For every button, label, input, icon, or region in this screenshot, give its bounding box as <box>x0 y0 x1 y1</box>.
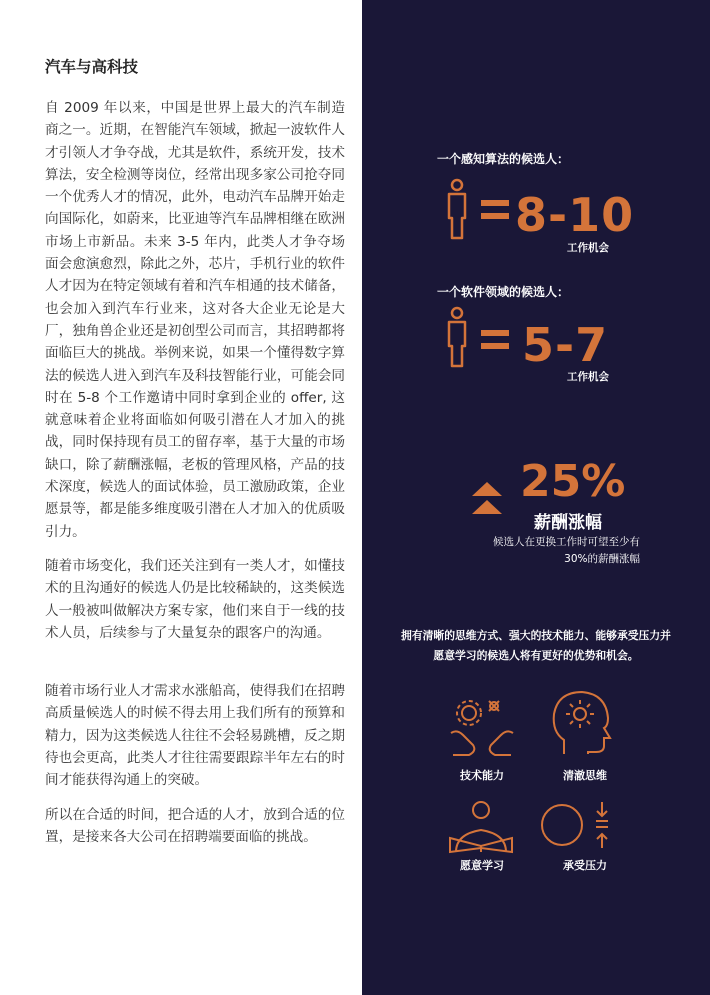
head-lightbulb-icon <box>550 688 612 762</box>
infographic-panel <box>362 0 710 995</box>
paragraph-1: 自 2009 年以来，中国是世界上最大的汽车制造商之一。近期，在智能汽车领域，掀起一波软件人才引领人才争夺战，尤其是软件，系统开发，技术算法，安全检测等岗位，经常出现多家公司抢夺同一个优秀人才的情况，此外，电动汽车品牌开始走向国际化，如蔚来，比亚迪等汽车品牌相继在欧洲市场上市新品。未来 3-5 年内，此类人才争夺场面会愈演愈烈，除此之外，芯片，手机行业的软件人才因为在特定领域有着和汽车相通的技术储备，也会加入到汽车行业来，这对各大企业无论是大厂，独角兽企业还是初创型公司而言，其招聘都将面临巨大的挑战。举例来说，如果一个懂得数字算法的候选人进入到汽车及科技智能行业，可能会同时在 5-8 个工作邀请中同时拿到企业的 offer, 这就意味着企业将面临如何吸引潜在人才加入的挑战，同时保持现有员工的留存率，基于大量的市场缺口，除了薪酬涨幅，老板的管理风格，产品的技术深度，候选人的面试体验，员工激励政策，企业愿景等，都是能多维度吸引潜在人才加入的优质吸引力。 <box>45 100 345 540</box>
reading-person-icon <box>446 800 516 858</box>
equals-sign <box>481 200 509 226</box>
paragraph-2: 随着市场变化，我们还关注到有一类人才，如懂技术的且沟通好的候选人仍是比较稀缺的，这类候选人一般被叫做解决方案专家，他们来自于一线的技术人员，后续参与了大量复杂的跟客户的沟通。 <box>45 558 345 641</box>
summary-text <box>362 626 710 666</box>
stat1-label: 一个感知算法的候选人： <box>437 152 570 166</box>
circle-pressure-icon <box>540 800 620 854</box>
summary-line-2: 愿意学习的候选人将有更好的优势和机会。 <box>433 649 639 662</box>
stat2-value: 5-7 <box>522 318 609 372</box>
stat1-value: 8-10 <box>515 188 635 242</box>
salary-percent: 25% <box>520 456 626 507</box>
section-heading: 汽车与高科技 <box>45 58 139 76</box>
trait-label: 清澈思维 <box>563 769 607 782</box>
stat2-unit: 工作机会 <box>567 371 609 383</box>
salary-note-line-1: 候选人在更换工作时可望至少有 <box>493 536 640 548</box>
trait-label: 愿意学习 <box>460 859 504 872</box>
paragraph-3: 随着市场行业人才需求水涨船高，使得我们在招聘高质量候选人的时候不得去用上我们所有的预算和精力，因为这类候选人往往不会轻易跳槽，反之期待也会更高，此类人才往往需要跟踪半年左右的时间才能获得沟通上的突破。 <box>45 683 345 789</box>
salary-label: 薪酬涨幅 <box>534 513 602 533</box>
equals-sign <box>481 330 509 356</box>
person-icon <box>446 178 468 244</box>
trait-label: 承受压力 <box>563 859 607 872</box>
double-up-arrow-icon <box>472 482 502 520</box>
summary-line-1: 拥有清晰的思维方式、强大的技术能力、能够承受压力并 <box>401 629 671 642</box>
paragraph-4: 所以在合适的时间，把合适的人才，放到合适的位置，是接来各大公司在招聘端要面临的挑战。 <box>45 807 345 846</box>
salary-note <box>402 534 640 568</box>
stat2-label: 一个软件领域的候选人： <box>437 285 570 299</box>
salary-note-line-2: 30%的薪酬涨幅 <box>564 553 640 565</box>
trait-label: 技术能力 <box>460 769 504 782</box>
person-icon <box>446 306 468 372</box>
stat1-unit: 工作机会 <box>567 242 609 254</box>
gears-hands-icon <box>447 693 517 761</box>
